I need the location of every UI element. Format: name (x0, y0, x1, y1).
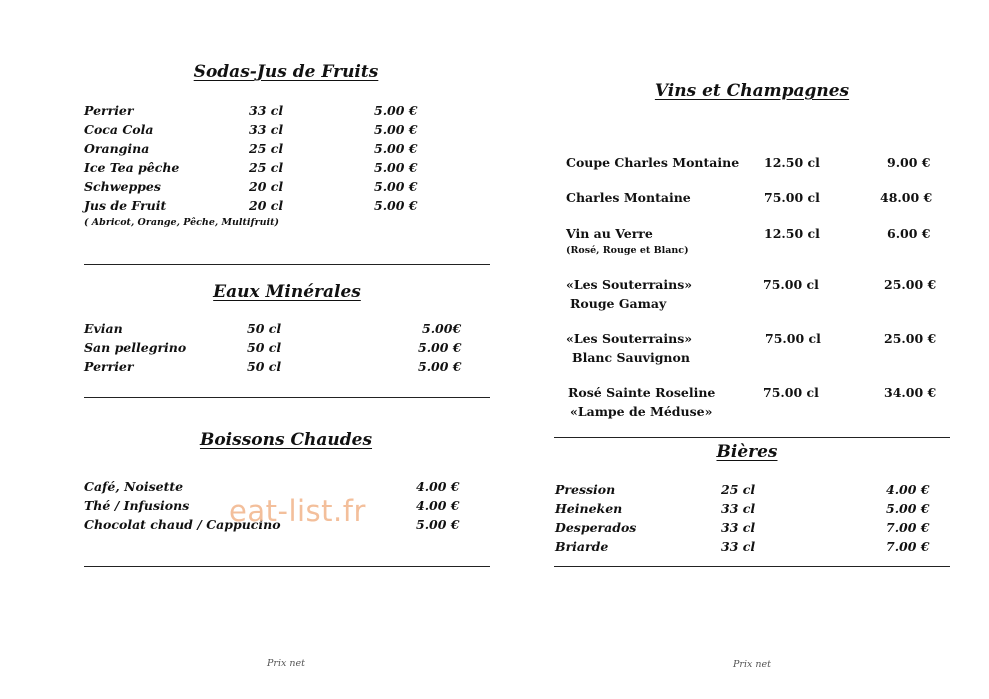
bieres-item-name: Heineken (555, 501, 623, 516)
vins-item-size: 75.00 cl (763, 277, 819, 292)
footer-note: Prix net (733, 659, 771, 670)
vins-item-name: Coupe Charles Montaine (566, 155, 740, 170)
sodas-item-price: 5.00 € (374, 179, 418, 194)
vins-item-name: Vin au Verre (566, 226, 653, 241)
chaudes-item-name: Chocolat chaud / Cappucino (84, 517, 281, 532)
bieres-item-size: 33 cl (721, 501, 756, 516)
vins-item-note: (Rosé, Rouge et Blanc) (566, 245, 689, 256)
sodas-juice-note: ( Abricot, Orange, Pêche, Multifruit) (84, 217, 280, 228)
vins-item-name: Rosé Sainte Roseline (568, 385, 716, 400)
vins-item-price: 6.00 € (887, 226, 931, 241)
sodas-item-size: 20 cl (249, 179, 284, 194)
sodas-item-name: Orangina (84, 141, 150, 156)
vins-item-name: Charles Montaine (566, 190, 691, 205)
section-divider (554, 437, 950, 438)
chaudes-item-price: 4.00 € (416, 498, 460, 513)
vins-item-price: 9.00 € (887, 155, 931, 170)
eaux-item-size: 50 cl (247, 359, 282, 374)
chaudes-item-name: Thé / Infusions (84, 498, 190, 513)
vins-item-size: 75.00 cl (765, 331, 821, 346)
bieres-item-size: 33 cl (721, 539, 756, 554)
vins-item-name-line2: Blanc Sauvignon (572, 350, 690, 365)
bieres-item-price: 7.00 € (886, 520, 930, 535)
vins-item-price: 48.00 € (880, 190, 933, 205)
sodas-item-price: 5.00 € (374, 122, 418, 137)
sodas-item-price: 5.00 € (374, 198, 418, 213)
bieres-title: Bières (716, 442, 778, 462)
vins-item-size: 75.00 cl (764, 190, 820, 205)
eaux-item-price: 5.00 € (418, 340, 462, 355)
eaux-item-name: San pellegrino (84, 340, 187, 355)
vins-item-name-line2: Rouge Gamay (570, 296, 667, 311)
sodas-item-name: Schweppes (84, 179, 161, 194)
bieres-item-name: Pression (555, 482, 616, 497)
bieres-item-size: 33 cl (721, 520, 756, 535)
vins-item-size: 75.00 cl (763, 385, 819, 400)
bieres-item-name: Briarde (555, 539, 609, 554)
eaux-item-price: 5.00€ (422, 321, 462, 336)
chaudes-item-price: 5.00 € (416, 517, 460, 532)
vins-item-size: 12.50 cl (764, 155, 820, 170)
vins-item-price: 25.00 € (884, 277, 937, 292)
footer-note: Prix net (267, 658, 305, 669)
bieres-item-name: Desperados (555, 520, 637, 535)
sodas-item-size: 25 cl (249, 141, 284, 156)
bieres-item-price: 4.00 € (886, 482, 930, 497)
bieres-item-price: 5.00 € (886, 501, 930, 516)
section-divider (84, 566, 490, 567)
sodas-item-name: Jus de Fruit (84, 198, 167, 213)
sodas-title: Sodas-Jus de Fruits (193, 62, 379, 82)
sodas-item-name: Perrier (84, 103, 134, 118)
section-divider (84, 397, 490, 398)
vins-item-price: 34.00 € (884, 385, 937, 400)
section-divider (84, 264, 490, 265)
sodas-item-size: 33 cl (249, 103, 284, 118)
sodas-item-name: Coca Cola (84, 122, 154, 137)
sodas-item-price: 5.00 € (374, 160, 418, 175)
eaux-item-price: 5.00 € (418, 359, 462, 374)
bieres-item-size: 25 cl (721, 482, 756, 497)
vins-item-name: «Les Souterrains» (566, 331, 693, 346)
vins-item-name-line2: «Lampe de Méduse» (570, 404, 713, 419)
bieres-item-price: 7.00 € (886, 539, 930, 554)
watermark-logo: eat-list.fr (229, 494, 366, 528)
sodas-item-price: 5.00 € (374, 103, 418, 118)
eaux-item-name: Evian (84, 321, 123, 336)
chaudes-title: Boissons Chaudes (199, 430, 373, 450)
chaudes-item-name: Café, Noisette (84, 479, 184, 494)
vins-item-size: 12.50 cl (764, 226, 820, 241)
sodas-item-size: 33 cl (249, 122, 284, 137)
vins-item-name: «Les Souterrains» (566, 277, 693, 292)
eaux-title: Eaux Minérales (213, 282, 361, 302)
section-divider (554, 566, 950, 567)
vins-title: Vins et Champagnes (654, 81, 850, 101)
sodas-item-price: 5.00 € (374, 141, 418, 156)
chaudes-item-price: 4.00 € (416, 479, 460, 494)
sodas-item-size: 25 cl (249, 160, 284, 175)
eaux-item-size: 50 cl (247, 340, 282, 355)
vins-item-price: 25.00 € (884, 331, 937, 346)
sodas-item-name: Ice Tea pêche (84, 160, 180, 175)
eaux-item-name: Perrier (84, 359, 134, 374)
sodas-item-size: 20 cl (249, 198, 284, 213)
eaux-item-size: 50 cl (247, 321, 282, 336)
